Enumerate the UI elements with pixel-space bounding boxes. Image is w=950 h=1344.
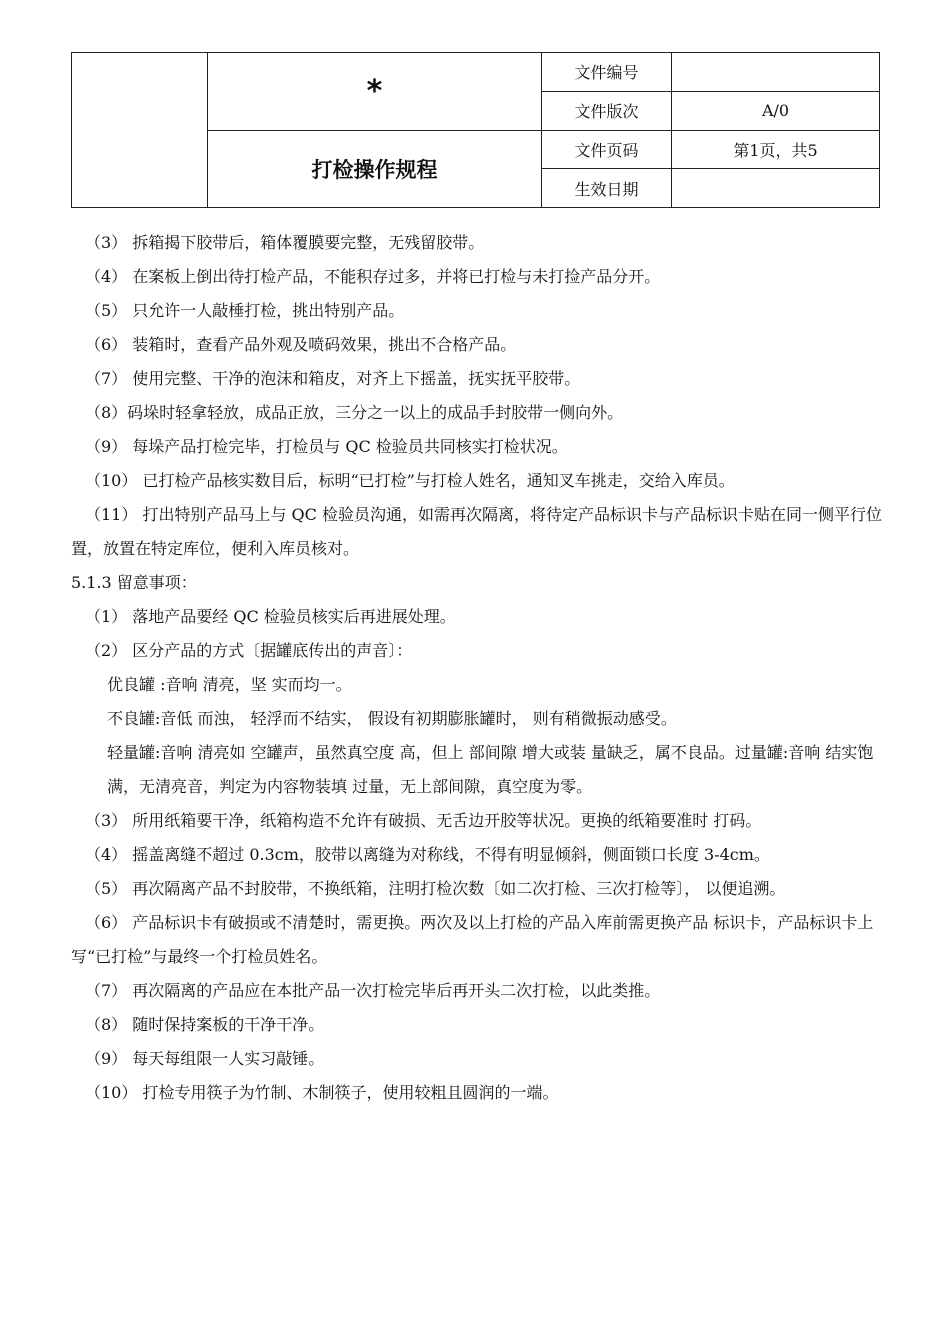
- doc-page-label: 文件页码: [542, 130, 672, 169]
- paragraph: （8） 随时保持案板的干净干净。: [85, 1015, 325, 1034]
- paragraph: （6） 产品标识卡有破损或不清楚时，需更换。两次及以上打检的产品入库前需更换产品 标识卡，产品标识卡上写“已打检”与最终一个打检员姓名。: [71, 913, 874, 966]
- sound-description: 优良罐 :音响 清亮，坚 实而均一。: [107, 675, 352, 694]
- paragraph: （4） 在案板上倒出待打检产品，不能积存过多，并将已打检与未打捡产品分开。: [85, 267, 661, 286]
- effective-date-value: [672, 169, 880, 208]
- sound-description: 轻量罐:音响 清亮如 空罐声，虽然真空度 高，但上 部间隙 增大或装 量缺乏，属不良品。过量罐:音响 结实饱 满，无清亮音，判定为内容物装填 过量，无上部间隙，真空度为零。: [107, 743, 874, 796]
- section-heading: 5.1.3 留意事项：: [71, 573, 197, 592]
- paragraph: （8）码垛时轻拿轻放，成品正放，三分之一以上的成品手封胶带一侧向外。: [85, 403, 624, 422]
- paragraph: （7） 再次隔离的产品应在本批产品一次打检完毕后再开头二次打检，以此类推。: [85, 981, 661, 1000]
- doc-title: 打检操作规程: [208, 130, 542, 208]
- paragraph: （1） 落地产品要经 QC 检验员核实后再进展处理。: [85, 607, 456, 626]
- paragraph: （3） 所用纸箱要干净，纸箱构造不允许有破损、无舌边开胶等状况。更换的纸箱要准时 打码。: [85, 811, 762, 830]
- paragraph: （5） 再次隔离产品不封胶带，不换纸箱，注明打检次数〔如二次打检、三次打检等〕， 以便追溯。: [85, 879, 786, 898]
- logo-cell: [72, 53, 208, 208]
- paragraph: （7） 使用完整、干净的泡沫和箱皮，对齐上下摇盖，抚实抚平胶带。: [85, 369, 581, 388]
- paragraph: （5） 只允许一人敲棰打检，挑出特别产品。: [85, 301, 405, 320]
- header-mark: *: [208, 53, 542, 131]
- paragraph: （6） 装箱时，查看产品外观及喷码效果，挑出不合格产品。: [85, 335, 517, 354]
- paragraph: （2） 区分产品的方式〔据罐底传出的声音〕：: [85, 641, 413, 660]
- document-header-table: [71, 52, 880, 208]
- paragraph: （11） 打出特别产品马上与 QC 检验员沟通，如需再次隔离，将待定产品标识卡与产品标识卡贴在同一侧平行位置，放置在特定库位，便利入库员核对。: [71, 505, 882, 558]
- paragraph: （9） 每天每组限一人实习敲锤。: [85, 1049, 325, 1068]
- doc-page-value: 第1页，共5: [672, 130, 880, 169]
- doc-version-value: A/0: [672, 91, 880, 130]
- doc-number-label: 文件编号: [542, 53, 672, 92]
- paragraph: （10） 打检专用筷子为竹制、木制筷子，使用较粗且圆润的一端。: [85, 1083, 559, 1102]
- document-body: [71, 226, 886, 1110]
- paragraph: （3） 拆箱揭下胶带后，箱体覆膜要完整，无残留胶带。: [85, 233, 485, 252]
- paragraph: （9） 每垛产品打检完毕，打检员与 QC 检验员共同核实打检状况。: [85, 437, 568, 456]
- sound-description: 不良罐:音低 而浊， 轻浮而不结实， 假设有初期膨胀罐时， 则有稍微振动感受。: [107, 709, 677, 728]
- effective-date-label: 生效日期: [542, 169, 672, 208]
- doc-version-label: 文件版次: [542, 91, 672, 130]
- doc-number-value: [672, 53, 880, 92]
- paragraph: （4） 摇盖离缝不超过 0.3cm，胶带以离缝为对称线，不得有明显倾斜，侧面锁口长度 3-4cm。: [85, 845, 770, 864]
- paragraph: （10） 已打检产品核实数目后，标明“已打检”与打检人姓名，通知叉车挑走，交给入库员。: [85, 471, 735, 490]
